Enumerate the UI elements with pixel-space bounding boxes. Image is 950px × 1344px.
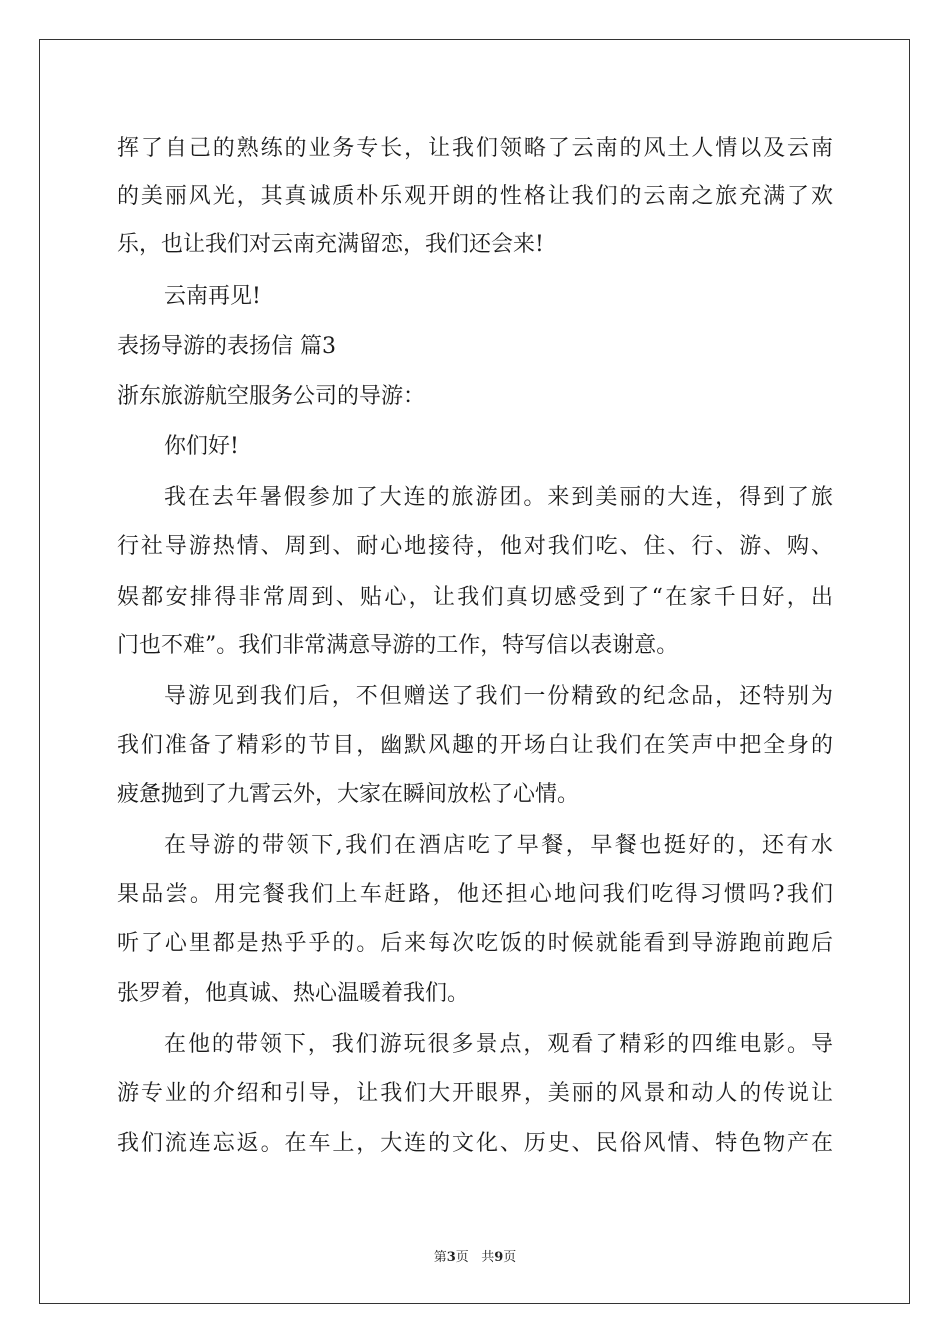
current-page-number: 3 (446, 1250, 456, 1265)
paragraph-3-line-1: 在导游的带领下,我们在酒店吃了早餐，早餐也挺好的，还有水 (164, 833, 833, 858)
closing-line: 云南再见! (164, 284, 261, 309)
paragraph-3-line-3: 听了心里都是热乎乎的。后来每次吃饭的时候就能看到导游跑前跑后 (117, 931, 833, 956)
paragraph-2-line-2: 我们准备了精彩的节目，幽默风趣的开场白让我们在笑声中把全身的 (117, 733, 833, 758)
paragraph-1-line-4: 门也不难”。我们非常满意导游的工作，特写信以表谢意。 (117, 633, 679, 658)
paragraph-1-line-2: 行社导游热情、周到、耐心地接待，他对我们吃、住、行、游、购、 (117, 534, 833, 559)
page-suffix: 页 (455, 1250, 469, 1265)
section-heading: 表扬导游的表扬信 篇3 (117, 334, 336, 359)
paragraph-2-line-1: 导游见到我们后，不但赠送了我们一份精致的纪念品，还特别为 (164, 684, 833, 709)
text-line-3: 乐，也让我们对云南充满留恋，我们还会来! (117, 232, 544, 257)
salutation-recipient: 浙东旅游航空服务公司的导游： (117, 384, 426, 409)
page-prefix: 第 (433, 1250, 447, 1265)
total-prefix: 共 (481, 1250, 495, 1265)
paragraph-3-line-2: 果品尝。用完餐我们上车赶路，他还担心地问我们吃得习惯吗?我们 (117, 882, 833, 907)
greeting-line: 你们好! (164, 434, 239, 459)
paragraph-4-line-1: 在他的带领下，我们游玩很多景点，观看了精彩的四维电影。导 (164, 1032, 833, 1057)
paragraph-1-line-1: 我在去年暑假参加了大连的旅游团。来到美丽的大连，得到了旅 (164, 485, 833, 510)
text-line-1: 挥了自己的熟练的业务专长，让我们领略了云南的风土人情以及云南 (117, 136, 833, 161)
paragraph-1-line-3: 娱都安排得非常周到、贴心，让我们真切感受到了“在家千日好，出 (117, 585, 833, 610)
paragraph-4-line-2: 游专业的介绍和引导，让我们大开眼界，美丽的风景和动人的传说让 (117, 1081, 833, 1106)
page-number-footer (0, 1246, 950, 1265)
paragraph-4-line-3: 我们流连忘返。在车上，大连的文化、历史、民俗风情、特色物产在 (117, 1131, 833, 1156)
paragraph-2-line-3: 疲惫抛到了九霄云外，大家在瞬间放松了心情。 (117, 782, 580, 807)
paragraph-3-line-4: 张罗着，他真诚、热心温暖着我们。 (117, 981, 470, 1006)
total-suffix: 页 (503, 1250, 517, 1265)
total-page-count: 9 (494, 1250, 504, 1265)
text-line-2: 的美丽风光，其真诚质朴乐观开朗的性格让我们的云南之旅充满了欢 (117, 184, 833, 209)
